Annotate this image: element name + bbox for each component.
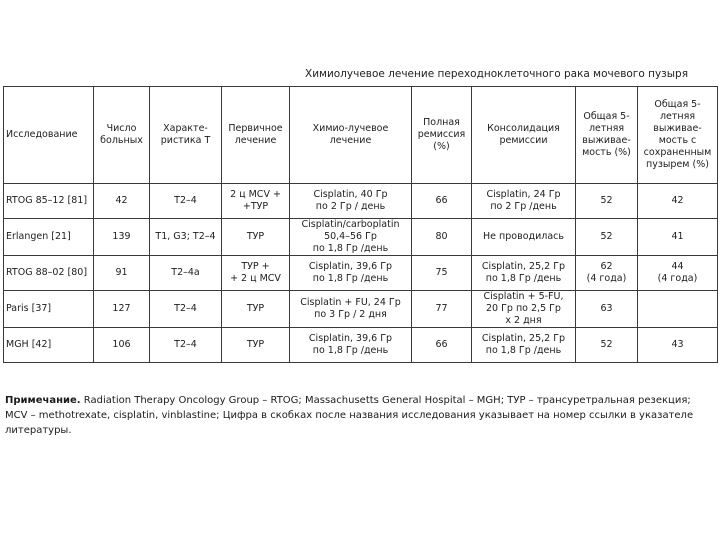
table-row [4, 184, 718, 219]
cell-chemoradiation: Cisplatin, 39,6 Гр по 1,8 Гр /день [290, 328, 412, 363]
cell-consolidation: Cisplatin, 24 Гр по 2 Гр /день [472, 184, 576, 219]
header-t-stage: Характе-ристика Т [150, 87, 222, 184]
cell-bladder-preserved-survival: 41 [638, 219, 718, 256]
cell-overall-survival: 52 [576, 328, 638, 363]
cell-overall-survival: 52 [576, 219, 638, 256]
cell-t-stage: T2–4a [150, 256, 222, 291]
cell-complete-remission: 77 [412, 291, 472, 328]
cell-patients: 91 [94, 256, 150, 291]
table-row [4, 291, 718, 328]
table-row [4, 219, 718, 256]
document-title: Химиолучевое лечение переходноклеточного рака мочевого пузыря [305, 68, 689, 80]
cell-chemoradiation: Cisplatin, 40 Гр по 2 Гр / день [290, 184, 412, 219]
results-table [3, 86, 718, 363]
note-text: Radiation Therapy Oncology Group – RTOG; Massachusetts General Hospital – MGH; ТУР – трансуретральная резекция; MCV – methotrexate, cisplatin, vinblastine; Цифра в скобках после названия исследования указывает на номер ссылки в указателе литературы. [5, 395, 694, 436]
cell-t-stage: T1, G3; T2–4 [150, 219, 222, 256]
cell-patients: 106 [94, 328, 150, 363]
cell-t-stage: T2–4 [150, 291, 222, 328]
cell-overall-survival: 63 [576, 291, 638, 328]
cell-bladder-preserved-survival: 44 (4 года) [638, 256, 718, 291]
note-label: Примечание. [5, 395, 81, 406]
cell-t-stage: T2–4 [150, 328, 222, 363]
header-bladder-preserved-survival: Общая 5-летняя выживае-мость с сохраненным пузырем (%) [638, 87, 718, 184]
cell-chemoradiation: Cisplatin/carboplatin 50,4–56 Гр по 1,8 Гр /день [290, 219, 412, 256]
cell-complete-remission: 66 [412, 184, 472, 219]
cell-study: RTOG 85–12 [81] [4, 184, 94, 219]
table-row [4, 328, 718, 363]
cell-bladder-preserved-survival [638, 291, 718, 328]
cell-bladder-preserved-survival: 43 [638, 328, 718, 363]
table-header-row [4, 87, 718, 184]
cell-chemoradiation: Cisplatin + FU, 24 Гр по 3 Гр / 2 дня [290, 291, 412, 328]
cell-study: RTOG 88–02 [80] [4, 256, 94, 291]
cell-study: MGH [42] [4, 328, 94, 363]
cell-bladder-preserved-survival: 42 [638, 184, 718, 219]
cell-complete-remission: 66 [412, 328, 472, 363]
cell-consolidation: Не проводилась [472, 219, 576, 256]
cell-primary-treatment: ТУР [222, 219, 290, 256]
header-consolidation: Консолидация ремиссии [472, 87, 576, 184]
cell-primary-treatment: ТУР + + 2 ц MCV [222, 256, 290, 291]
cell-study: Paris [37] [4, 291, 94, 328]
cell-chemoradiation: Cisplatin, 39,6 Гр по 1,8 Гр /день [290, 256, 412, 291]
cell-consolidation: Cisplatin + 5-FU, 20 Гр по 2,5 Гр х 2 дня [472, 291, 576, 328]
header-overall-survival: Общая 5-летняя выживае-мость (%) [576, 87, 638, 184]
header-primary-treatment: Первичное лечение [222, 87, 290, 184]
cell-study: Erlangen [21] [4, 219, 94, 256]
cell-patients: 127 [94, 291, 150, 328]
cell-overall-survival: 62 (4 года) [576, 256, 638, 291]
cell-primary-treatment: ТУР [222, 328, 290, 363]
table-row [4, 256, 718, 291]
cell-overall-survival: 52 [576, 184, 638, 219]
header-complete-remission: Полная ремиссия (%) [412, 87, 472, 184]
cell-t-stage: T2–4 [150, 184, 222, 219]
cell-patients: 139 [94, 219, 150, 256]
cell-complete-remission: 75 [412, 256, 472, 291]
table-note [5, 393, 713, 438]
header-chemoradiation: Химио-лучевое лечение [290, 87, 412, 184]
header-patients: Число больных [94, 87, 150, 184]
cell-primary-treatment: 2 ц MCV + +ТУР [222, 184, 290, 219]
cell-primary-treatment: ТУР [222, 291, 290, 328]
cell-patients: 42 [94, 184, 150, 219]
cell-consolidation: Cisplatin, 25,2 Гр по 1,8 Гр /день [472, 328, 576, 363]
header-study: Исследование [4, 87, 94, 184]
cell-complete-remission: 80 [412, 219, 472, 256]
cell-consolidation: Cisplatin, 25,2 Гр по 1,8 Гр /день [472, 256, 576, 291]
